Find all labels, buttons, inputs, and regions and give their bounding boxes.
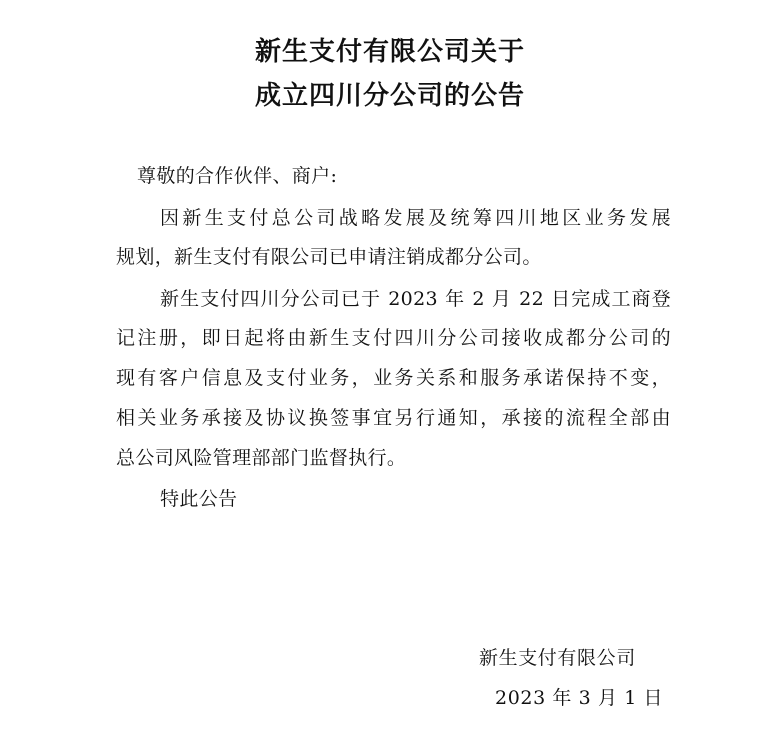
signature-date: 2023 年 3 月 1 日 <box>495 687 664 709</box>
closing-statement: 特此公告 <box>160 488 238 510</box>
salutation: 尊敬的合作伙伴、商户: <box>137 165 338 187</box>
paragraph-2-line-2: 记注册，即日起将由新生支付四川分公司接收成都分公司的 <box>116 327 671 349</box>
paragraph-2-line-3: 现有客户信息及支付业务，业务关系和服务承诺保持不变， <box>116 367 671 389</box>
document-title-line-1: 新生支付有限公司关于 <box>254 37 525 67</box>
document-title-line-2: 成立四川分公司的公告 <box>254 81 525 111</box>
paragraph-2-line-4: 相关业务承接及协议换签事宜另行通知，承接的流程全部由 <box>116 407 671 429</box>
paragraph-1-line-1: 因新生支付总公司战略发展及统筹四川地区业务发展 <box>160 207 671 229</box>
paragraph-1-line-2: 规划，新生支付有限公司已申请注销成都分公司。 <box>116 246 542 268</box>
paragraph-2-line-1: 新生支付四川分公司已于 2023 年 2 月 22 日完成工商登 <box>160 288 671 310</box>
paragraph-2-line-5: 总公司风险管理部部门监督执行。 <box>116 447 407 469</box>
signature-company: 新生支付有限公司 <box>479 647 636 669</box>
